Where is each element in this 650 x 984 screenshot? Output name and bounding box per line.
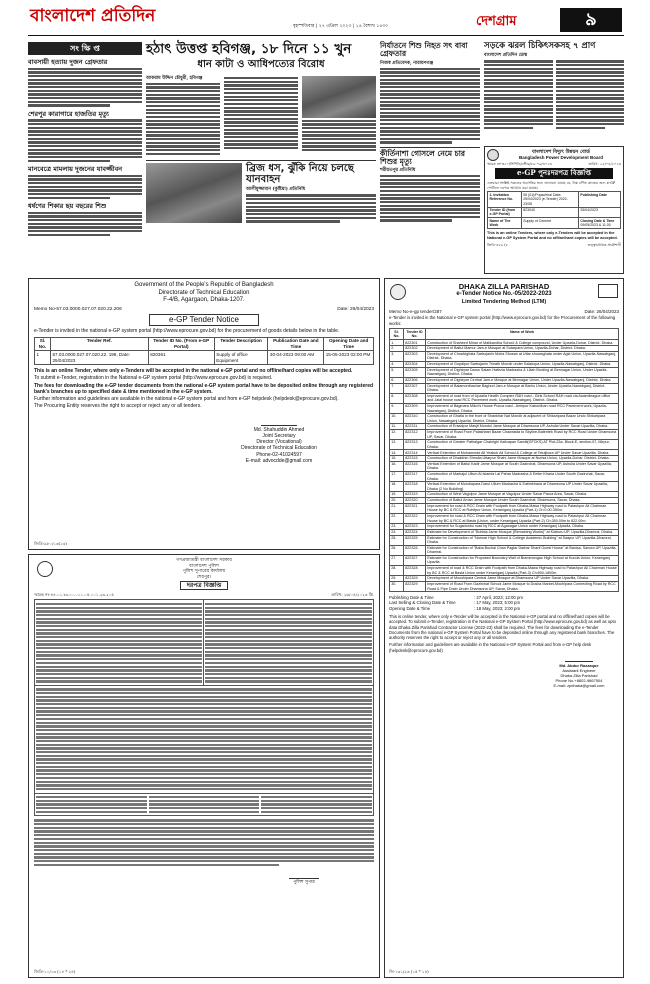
bpdb-signer: তত্ত্বাবধায়ক প্রকৌশলী	[587, 242, 621, 247]
work-name-cell: Development of Moushipara Central Jame Mosque at Dhamsona UP Under Savar Upazilla, Dhaka.	[426, 576, 619, 582]
dzp-slogan-icon	[598, 284, 618, 298]
table-cell: 57.03.0000.027.07.020.22. 199, Date: 25/04/2023	[51, 351, 149, 365]
dzp-dates: Publishing Date & Time : 27 April, 2023; 12:00 pm Last Selling & Closing Date & Time : 17 May, 2023; 5:00 pm Opening Date & Time : 18 May, 2023; 2:00 pm	[389, 595, 523, 611]
table-cell: 820361	[148, 351, 214, 365]
main-headline: হঠাৎ উত্তপ্ত হবিগঞ্জ, ১৮ দিনে ১১ খুন	[146, 41, 352, 57]
accident-headline: সড়কে ঝরল চিকিৎসকসহ ৭ প্রাণ	[484, 41, 596, 51]
table-row	[390, 440, 619, 450]
table-header: Tender ID No.	[404, 329, 426, 340]
bridge-byline: আলীমুজ্জামান (কুষ্টিয়া) প্রতিনিধি	[246, 187, 306, 193]
masthead-bar	[28, 6, 624, 36]
police-memo: স্মারক নং-৪৪.০১.৮৯০০.০১১.০৫.০০১.২৩.২০৫	[34, 592, 114, 598]
table-cell: 1	[35, 351, 51, 365]
work-name-cell: Construction of Baitul Aman Jame Mosque Under South Gazirchat, Dhamsona, Savar, Dhaka.	[426, 498, 619, 504]
bpdb-ref: জিডি-৪৮৯ (৮	[487, 242, 509, 247]
serial-cell: 13.	[390, 440, 404, 450]
bpdb-org-bn: বাংলাদেশ বিদ্যুৎ উন্নয়ন বোর্ড	[532, 149, 590, 156]
serial-cell: 7.	[390, 383, 404, 393]
table-header: Sl. No.	[390, 329, 404, 340]
table-header: Tender Description	[214, 337, 268, 351]
signer-org: Dhaka Zilla Parishad	[560, 672, 598, 678]
tender-id-cell: 822303	[404, 351, 426, 361]
serial-cell: 27.	[390, 555, 404, 565]
serial-cell: 17.	[390, 472, 404, 482]
tech-ed-dept: Directorate of Technical Education	[158, 289, 250, 296]
tender-id-cell: 822314	[404, 450, 426, 456]
work-name-cell: Development of Baitul Mamur Jam-e Mosque at Sutarpara Union, Upazila-Dohar, District- Dhaka.	[426, 346, 619, 352]
dzp-date-value: 27 April, 2023; 12:00 pm	[476, 595, 523, 601]
serial-cell: 25.	[390, 535, 404, 545]
serial-cell: 23.	[390, 524, 404, 530]
serial-cell: 10.	[390, 414, 404, 424]
table-cell-key: Closing Date & Time	[580, 219, 615, 224]
work-name-cell: Development of Dighirpar Central Jam-e Mosque at Bennagar Union, Under Upazila-Nawabganj, District- Dhaka.	[426, 377, 619, 383]
signer-phone: Phone-02-41024597	[256, 451, 302, 458]
table-cell: 15-05-2023 02:00 PM	[324, 351, 374, 365]
table-cell-value: 09/05/2023 & 11.00	[580, 223, 611, 228]
tech-ed-address: F-4/B, Agargaon, Dhaka-1207.	[163, 297, 245, 303]
serial-cell: 1.	[390, 340, 404, 346]
brief-title: মানবেত্রে মামলায় দুজনের যাবজ্জীবন	[28, 165, 123, 174]
main-byline: আকরাম উদ্দিন চৌধুরী, হবিগঞ্জ	[146, 75, 203, 81]
page-number-text: ৯	[585, 9, 597, 30]
dzp-date-key: Last Selling & Closing Date & Time	[389, 600, 456, 606]
table-row	[390, 482, 619, 492]
signature-scribble-icon	[289, 872, 319, 879]
dzp-intro: e-Tender is invited in the National e-GP system portal (http://www.eprocure.gov.bd) for the Procurement of the following works:	[389, 315, 616, 326]
table-header: Tender Ref.	[51, 337, 149, 351]
work-name-cell: Improvement of road from of Upazila Health Complex R&H road - Girls School R&H road via Awamileague office and Jalal house road RCC Pavement work, Upazila-Nawabganj, District- Dhaka.	[426, 393, 619, 403]
tender-id-cell: 822304	[404, 362, 426, 368]
tender-id-cell: 822320	[404, 498, 426, 504]
tech-ed-para: Further information and guidelines are available in the national e-GP system portal and from e-GP helpdesk (helpdesk@eprocure.gov.bd).	[34, 396, 339, 403]
child-byline: নিজস্ব প্রতিবেদক, নারায়ণগঞ্জ	[380, 60, 434, 66]
table-row	[488, 218, 621, 229]
table-row	[390, 393, 619, 403]
table-header: Sl. No.	[35, 337, 51, 351]
work-name-cell: Estimate for Construction for Proposed Boundary Wall of Brammongao High School at Kunda Union, Keraniganj Upazila.	[426, 555, 619, 565]
work-name-cell: Construction of Greater Pathalgar Chakrighi Kalivapan Samiti(GFCKS) AT Plot-23a, Block-E, section-07, Mirpur, Dhaka.	[426, 440, 619, 450]
dzp-signature	[539, 656, 619, 688]
page-number	[560, 8, 622, 32]
serial-cell: 3.	[390, 351, 404, 361]
serial-cell: 4.	[390, 362, 404, 368]
table-row	[390, 383, 619, 393]
police-ref: জিডি-১০/১৩ (১৪ * ২৪)	[34, 969, 76, 974]
signature-scribble-icon	[565, 656, 593, 662]
tender-id-cell: 822309	[404, 404, 426, 414]
table-header: Opening Date and Time	[324, 337, 374, 351]
bpdb-intro: এতদ্বারা সংশ্লিষ্ট সকলের অবগতির জন্য জানানো যাচ্ছে যে, নিম্ন বর্ণিত কাজের জন্য e-GP পোর্টালে দরপত্র আহ্বান করা যাচ্ছে।	[487, 181, 616, 190]
tender-id-cell: 822306	[404, 377, 426, 383]
brief-title: ধর্ষণের শিকার ছয় বছরের শিশু	[28, 202, 107, 210]
table-row	[35, 351, 374, 365]
tender-id-cell: 822310	[404, 414, 426, 424]
dzp-ref: জি-১৩১/২৩ (১৫ * ১৪)	[389, 969, 429, 974]
main-subhead: ধান কাটা ও আধিপত্যের বিরোধ	[197, 59, 325, 71]
signer-org: Directorate of Technical Education	[241, 445, 317, 452]
table-cell: Tender ID (from e-GP Portal)	[488, 207, 522, 218]
table-row	[390, 513, 619, 523]
section-tag	[28, 42, 142, 55]
serial-cell: 30.	[390, 581, 404, 591]
tender-id-cell: 822329	[404, 581, 426, 591]
serial-cell: 21.	[390, 503, 404, 513]
table-cell	[578, 218, 620, 229]
left-column	[28, 42, 142, 274]
tech-ed-table	[34, 337, 374, 365]
signer-title: Joint Secretary	[262, 432, 296, 439]
tech-ed-gov: Government of the People's Republic of Bangladesh	[134, 282, 274, 288]
section-tag-text: সং ক্ষি প্ত	[70, 43, 100, 53]
tender-id-cell: 822324	[404, 529, 426, 535]
serial-cell: 20.	[390, 498, 404, 504]
serial-cell: 8.	[390, 393, 404, 403]
work-name-cell: Improvement of road & RCC Drain with Footpath from Dhaka-Mawa Highway road to Palashpur Ali Chairman House by BC & RCC at Basta Union under Keraniganj Upazila (Part-3) Ch:800-1600m.	[427, 566, 617, 575]
work-name-cell: Vertical Extention of Mohammad Ali Yeakub Ali School & College at Tetuljhora UP Under Savar Upazilla, Dhaka.	[426, 450, 619, 456]
table-row	[390, 430, 619, 440]
signer-email: E-mail: zpdhaka@gmail.com	[553, 682, 605, 688]
tender-id-cell: 822322	[404, 513, 426, 523]
date-line: বৃহস্পতিবার | ২৭ এপ্রিল ২০২৩ | ১৪ বৈশাখ ১৪৩০	[293, 24, 389, 29]
signer-name: Md. Shahuddin Ahmed	[253, 426, 305, 433]
masthead-title: বাংলাদেশ প্রতিদিন	[30, 6, 156, 26]
tender-id-cell: 822313	[404, 440, 426, 450]
tech-ed-memo: Memo No-57.03.0000.027.07.020.22.206	[34, 306, 122, 312]
dzp-date-key: Publishing Date & Time	[389, 595, 434, 601]
tech-ed-para: To submit e-Tender, registration in the National e-GP system portal (http://www.eprocure.gov.bd) is required.	[34, 375, 273, 382]
table-row	[390, 351, 619, 361]
tech-ed-ref: জিডি-৯৮০/১৩(১৩)	[34, 541, 67, 546]
table-cell: Supply of office Equipment	[214, 351, 268, 365]
tender-id-cell: 822311	[404, 424, 426, 430]
serial-cell: 18.	[390, 482, 404, 492]
tender-id-cell: 822325	[404, 535, 426, 545]
bridge-headline: ব্রিজ ধস, ঝুঁকি নিয়ে চলছে যানবাহন	[246, 163, 354, 186]
tender-id-cell: 822302	[404, 346, 426, 352]
table-cell: 25/04/2023	[578, 207, 620, 218]
bpdb-tender-ad	[484, 146, 624, 274]
serial-cell: 11.	[390, 424, 404, 430]
tender-id-cell: 822319	[404, 492, 426, 498]
table-row	[390, 503, 619, 513]
table-row	[390, 414, 619, 424]
serial-cell: 9.	[390, 404, 404, 414]
bpdb-org-en: Bangladesh Power Development Board	[518, 155, 604, 161]
child-story	[380, 42, 480, 274]
work-name-cell: Improvement of Bagmara Milon's House Pucca road - Amirpur Kabordhan road RCC Pavement work, Upazila-Nawabganj, District- Dhaka.	[426, 404, 619, 414]
table-row	[390, 555, 619, 565]
police-org: বাংলাদেশ পুলিশ	[189, 563, 219, 569]
tender-id-cell: 822301	[404, 340, 426, 346]
table-cell: Supply of Cement	[521, 218, 578, 229]
serial-cell: 6.	[390, 377, 404, 383]
brief-title: বাবসায়ী হত্যায় দুজন গ্রেফতার	[28, 58, 108, 66]
signature-scribble-icon	[261, 418, 297, 426]
table-row	[390, 367, 619, 377]
tech-ed-date: Date: 26/04/2023	[337, 306, 374, 312]
table-row	[390, 566, 619, 576]
bpdb-memo: স্মারক নং-৩২০/সিপিডি/স্টোর/৮৯-০৯/৩০২৩	[487, 162, 552, 166]
work-name-cell: Improvement for Sugadonbo road by RCC at Aganagar Union under Keraniganj Upazila, Dhaka.	[426, 524, 619, 530]
tender-id-cell: 822316	[404, 461, 426, 471]
dzp-date-key: Opening Date & Time	[389, 605, 431, 611]
work-name-cell: Development of Balamonthachar Baghuri Jam-e Mosque at Barhu Union, Under Upazila-Nawabganj, District- Dhaka.	[426, 383, 619, 393]
police-date: তারিখ: ২৬/০৪/২০২৩ খ্রি.	[331, 592, 374, 598]
tech-ed-title: e-GP Tender Notice	[149, 314, 259, 326]
table-header: Name of Work	[426, 329, 619, 340]
brief-item	[28, 165, 142, 199]
dzp-para2: Further information and guidelines are available in the National e-GP System Portal and from e-GP help desk (helpdesk@eprocure.gov.bd)	[389, 642, 592, 653]
dzp-logo-icon	[390, 284, 406, 300]
bpdb-date: তারিখ: ২৫/০৪/২০২৩	[588, 162, 621, 166]
work-name-cell: Estimate for Construction of "Baba Buchai Chan Paglar Darbar Sharif Guest House" at Banisa, Sanora UP, Upazilla-Dhamrai.	[427, 546, 617, 555]
tender-id-cell: 822315	[404, 456, 426, 462]
tender-id-cell: 822328	[404, 566, 426, 576]
work-name-cell: Construction of Markajul Ullum Al Islamia Lal Pahar Madrasha & Eetim Khana Under South Gazirchat, Savar, Dhaka.	[426, 472, 619, 482]
work-name-cell: Vertical Extention of Baitul Kadir Jame Mosque at South Gazirchat, Dhamsona UP, Ashulia Under Savar Upazilla, Dhaka.	[426, 461, 619, 471]
bpdb-online-note: This is an online Tenders, where only e-Tenders will be accepted in the National e-GP System Portal and no offline/hard copies will be accepted.	[487, 231, 618, 241]
tender-id-cell: 822323	[404, 524, 426, 530]
tender-id-cell: 822318	[404, 482, 426, 492]
tender-id-cell: 822312	[404, 430, 426, 440]
table-header: Publication Date and Time	[268, 337, 324, 351]
police-header	[34, 558, 374, 590]
child-headline: নির্যাতনে শিশু নিহত সৎ বাবা গ্রেফতার	[380, 41, 468, 59]
main-story-photo	[302, 76, 376, 118]
work-name-cell: Development of Chowkighata Sarbojanin Moha Shosan at Uttar showaghata under Agla Union, Upazila-Nawabganj, District- Dhaka.	[426, 351, 619, 361]
signer-email: E-mail: advocdde@gmail.com	[245, 457, 313, 464]
work-name-cell: Construction of Ghatla in the front of Shankhar Nat Mondir at adjacent of Shikaripara Bazar Undo Shikaripara Union, Nawabganj Upazila, District- Dhaka.	[426, 414, 619, 424]
dzp-date-value: 17 May, 2023; 5:00 pm	[476, 600, 521, 606]
dzp-table	[389, 328, 619, 592]
serial-cell: 28.	[390, 566, 404, 576]
police-gov: গণপ্রজাতন্ত্রী বাংলাদেশ সরকার	[176, 558, 232, 563]
work-name-cell: Improvement of Road From Palashbari Bazar Chawrasta to Skyline-Batentek Road by RCC Road Under Dhamsona UP, Savar, Dhaka.	[426, 430, 619, 440]
masthead-logo	[30, 8, 155, 25]
bpdb-banner	[495, 168, 613, 179]
table-header-row	[390, 329, 619, 340]
work-name-cell: Estimate for Construction of "Nannar High School & College Academic Building" at Saapur UP, Upazilla-Dhamrai, Dhaka.	[426, 535, 619, 545]
police-table	[34, 599, 374, 816]
tender-id-cell: 822326	[404, 545, 426, 555]
work-name-cell: Vertical Extention of Mundiapara Darul Ullum Madrasha & Eatimkhana at Dhamsona UP Under Savar Upazilla, Dhaka (2 No Building).	[426, 482, 619, 492]
dzp-table-body	[390, 340, 619, 592]
table-row	[488, 192, 621, 207]
dzp-date: Date: 26/04/2023	[584, 308, 619, 314]
dzp-title: DHAKA ZILLA PARISHAD	[458, 282, 550, 291]
table-cell: 30-04-2023 09:00 AM	[268, 351, 324, 365]
work-name-cell: Estimate for Development of "Bottola Jame Mosque (Remaining Works)" at Kiaburu UP, Upazilla-Dhamrai, Dhaka.	[426, 529, 619, 535]
bpdb-logo-icon	[487, 149, 499, 161]
signer-phone: Phone No.+8802-9867504	[555, 677, 603, 683]
tech-ed-intro: e-Tender is invited in the national e-GP system portal (http://www.eprocure.gov.bd) for the procurement of goods details below in the table.	[34, 328, 340, 335]
brief-item	[28, 110, 142, 162]
tender-id-cell: 822308	[404, 393, 426, 403]
bridge-photo	[146, 163, 242, 223]
brief-item	[28, 202, 142, 236]
work-name-cell: Improvement of Road From Gazirchat School Jame Mosque to Dusha Market-Mouhipara Connecting Road by RCC Road & Pipe Drain Under Dhamsona UP, Savar, Dhaka.	[426, 581, 619, 591]
bpdb-banner-text: e-GP পুনঃদরপত্র বিজ্ঞপ্তি	[517, 168, 591, 178]
tender-id-cell: 822329	[404, 576, 426, 582]
police-signature	[234, 872, 374, 886]
table-header-row	[35, 337, 374, 351]
work-name-cell: Development of Dighirpar Darus Salam Hafezia Madrasha & Lillah Bording at Bennagar Union, Under Upazila-Nawabganj, District- Dhaka.	[426, 367, 619, 377]
table-row	[390, 581, 619, 591]
dzp-para1: This is online tender, where only e-Tender will be accepted in the National e-GP portal and no offline/hard copies will be accepted. To submit e-Tender, registration in the National e-GP System Portal (http://www.eprocure.gov.bd) as well as upto data Dhaka Zilla Parishad Contractor License (2022-23) shall be required. The fees for downloading the e-Tender Documents from the national e-GP System Portal have to be deposited online through any registered bank branches. The authority reserves the right to accept or reject any or all tenders.	[389, 614, 616, 641]
police-place: শেরপুর।	[196, 575, 212, 581]
table-row	[488, 207, 621, 218]
section-label: দেশগ্রাম	[476, 14, 517, 29]
work-name-cell: Improvement for road & RCC Drain with Footpath from Dhaka-Mawa Highway road to Palashpur Ali Chairman House by BC & RCC at Basta (Union, under Keraniganj Upazila (Part-2) Ch:350.00m to 622.00m.	[426, 513, 619, 523]
tech-ed-para: The Procuring Entity reserves the right to accept or reject any or all tenders.	[34, 403, 202, 410]
serial-cell: 29.	[390, 576, 404, 582]
police-sub: পুলিশ সুপারের কার্যালয়	[182, 569, 226, 575]
table-cell: Name of The Work	[488, 218, 522, 229]
work-name-cell: Improvement for road & RCC Drain with Footpath from Dhaka-Mawa Highway road to Palashpur Ali Chairman House by BC & RCC at Rohitpur Union, Keraniganj Upazila (Part-1) Ch:0.00-350m.	[426, 503, 619, 513]
table-row	[390, 472, 619, 482]
table-cell: 1. Invitation Reference No.	[488, 192, 522, 207]
serial-cell: 22.	[390, 513, 404, 523]
tech-ed-signature	[184, 418, 374, 465]
table-row	[390, 535, 619, 545]
serial-cell: 14.	[390, 450, 404, 456]
work-name-cell: Construction of West Vagolpur Jame Mosque at Vagolpur Under Savar Paura Area, Savar, Dhaka.	[426, 492, 619, 498]
tender-id-cell: 822305	[404, 367, 426, 377]
main-story	[146, 42, 376, 274]
table-row	[390, 404, 619, 414]
work-name-cell: Construction of Ersadpur Masjit Mondol Jame Mosque at Dhamsona UP, Ashulia Under Savar Upazilla, Dhaka.	[426, 424, 619, 430]
police-signer: পুলিশ সুপার	[293, 879, 315, 885]
tender-id-cell: 822307	[404, 383, 426, 393]
table-header: Tender ID No. (From e-GP Portal)	[148, 337, 214, 351]
tender-id-cell: 822321	[404, 503, 426, 513]
tender-id-cell: 822327	[404, 555, 426, 565]
police-logo-icon	[37, 561, 53, 577]
dzp-subtitle: e-Tender Notice No.-05/2022-2023	[456, 291, 552, 298]
police-title: দরপত্র বিজ্ঞপ্তি	[180, 581, 228, 591]
work-name-cell: Development of Gopalpur Sarbojanin Trinath Mondir under Kalakopa Union, Upazila-Nawabganj, District- Dhaka.	[426, 362, 619, 368]
serial-cell: 2.	[390, 346, 404, 352]
serial-cell: 15.	[390, 456, 404, 462]
dzp-subtitle2: Limited Tendering Method (LTM)	[461, 298, 547, 305]
table-cell: 08 (01)/Pupachha/ Date: 25/04/2023 (e-Tender) 2022-23/08	[521, 192, 578, 207]
dzp-date-value: 18 May, 2023; 2:00 pm	[476, 605, 521, 611]
serial-cell: 16.	[390, 461, 404, 471]
dzp-memo: Memo No-e-gp tender/287	[389, 308, 442, 314]
drown-byline: শরীয়তপুর প্রতিনিধি	[380, 168, 416, 174]
police-tender-ad	[28, 554, 380, 978]
table-cell: 823040	[521, 207, 578, 218]
brief-item	[28, 58, 142, 107]
serial-cell: 19.	[390, 492, 404, 498]
serial-cell: 24.	[390, 529, 404, 535]
accident-story	[484, 42, 624, 142]
tech-ed-para: The fees for downloading the e-GP tender documents from the national e-GP system portal have to be deposited online through any registered bank's branches up to specified date & time mentioned in the e-GP system.	[34, 382, 374, 395]
signer-dept: Director (Vocational)	[256, 439, 302, 446]
brief-title: শেরপুর কারাগারে হাজতির মৃত্যু	[28, 109, 109, 118]
tender-id-cell: 822317	[404, 472, 426, 482]
table-row	[390, 545, 619, 555]
tech-ed-online-note: This is an online Tender, where only e-Tenders will be accepted in the national e-GP portal and no offline/hard copies will be accepted.	[34, 368, 353, 375]
work-name-cell: Construction of Dhakkhin Simulia Uttarpur Shahi Jame Mosque at Nurisa Union, Upazila-Dohar, District- Dhaka.	[426, 456, 619, 462]
accident-byline: বাংলাদেশ প্রতিদিন ডেস্ক	[484, 53, 528, 59]
tech-ed-tender-ad	[28, 278, 380, 550]
dzp-tender-ad	[384, 278, 624, 978]
table-cell: Publishing Date	[578, 192, 620, 207]
table-row	[390, 461, 619, 471]
serial-cell: 5.	[390, 367, 404, 377]
drown-headline: কীর্তিনাশা গোসলে নেমে চার শিশুর মৃত্যু	[380, 148, 465, 166]
signer-name: Md. Abdur Razzaque	[559, 662, 599, 668]
bpdb-table	[487, 191, 621, 229]
serial-cell: 12.	[390, 430, 404, 440]
bridge-story	[146, 163, 376, 224]
serial-cell: 26.	[390, 545, 404, 555]
signer-title: Assistant Engineer	[562, 667, 596, 673]
work-name-cell: Construction of Shaheed Minar of Malikandha School & College compound, Under Upazila-Dohar, District- Dhaka.	[426, 340, 619, 346]
